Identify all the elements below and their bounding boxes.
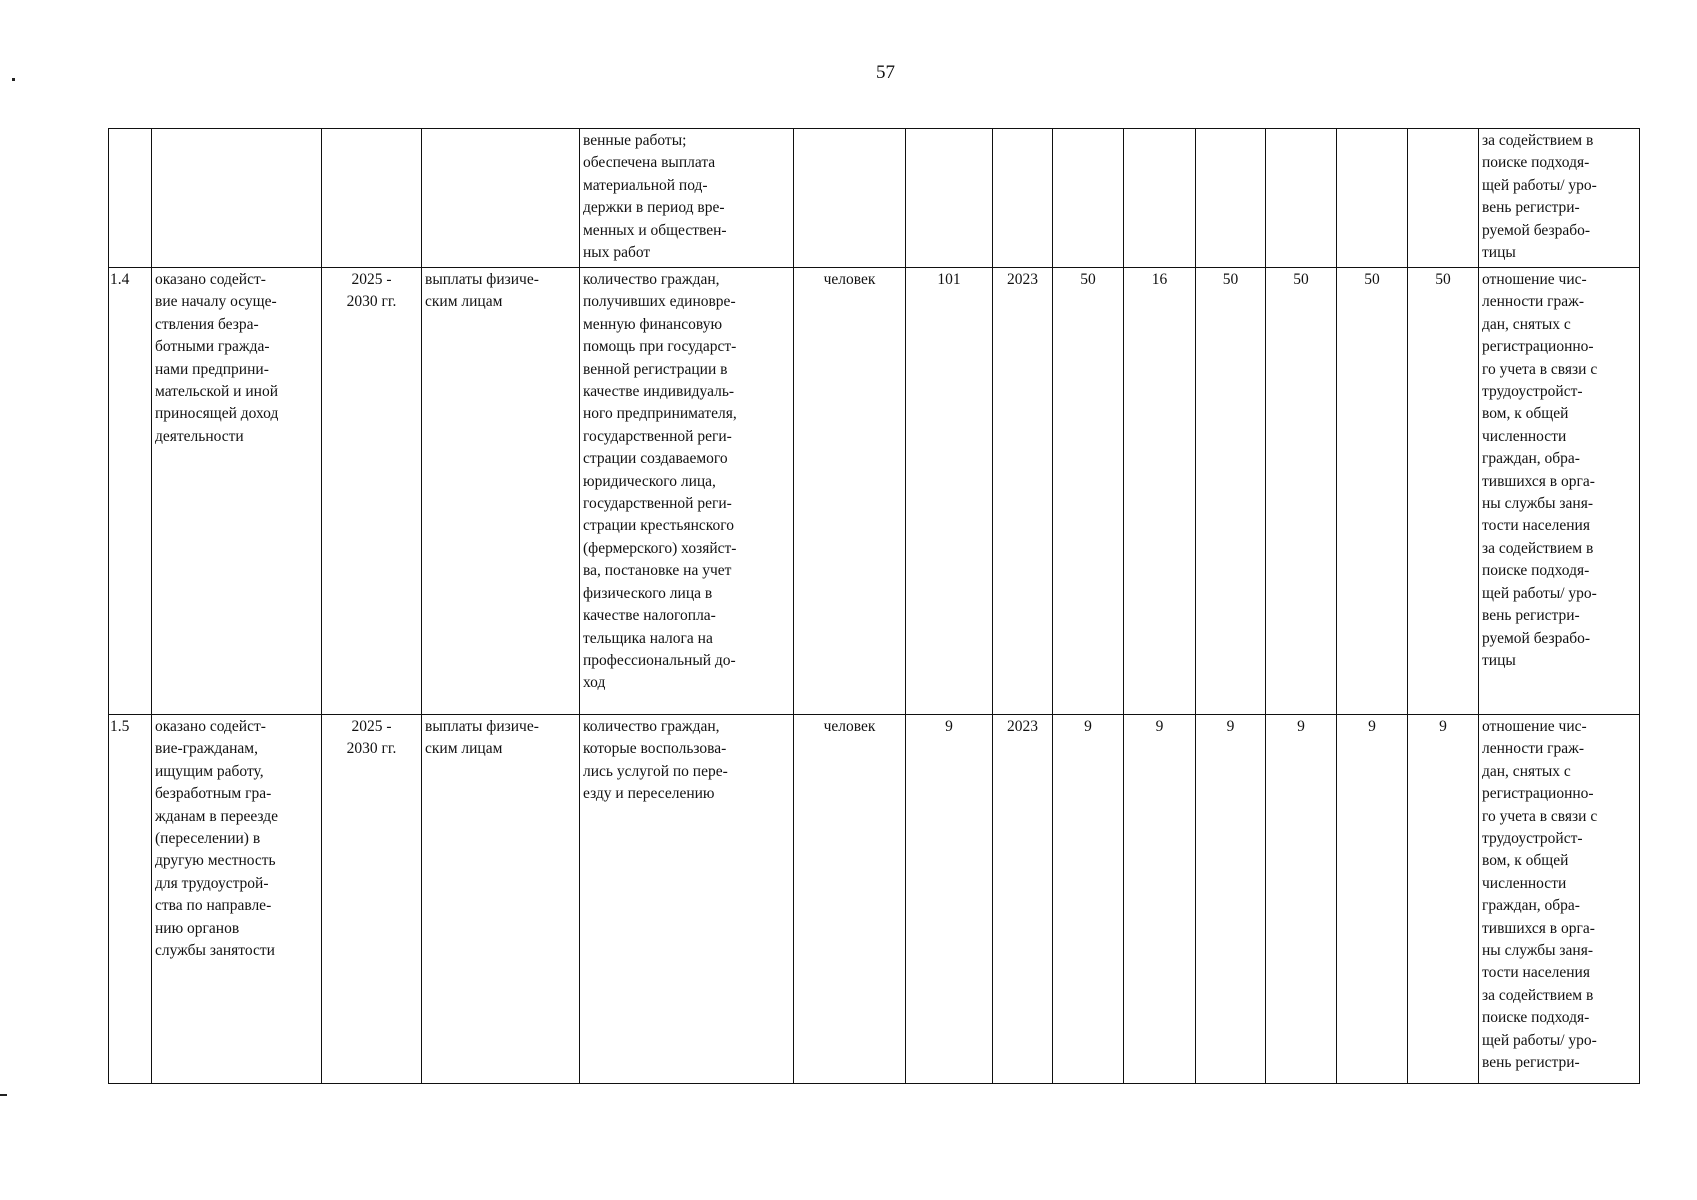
year-2030-cell — [1408, 129, 1479, 268]
year-2027-cell — [1196, 129, 1266, 268]
relation-cell: отношение чис- ленности граж- дан, снятых с регистрационно- го учета в связи с трудоустройст- вом, к общей численности граждан, обра- тившихся в орга- ны службы заня- тости населения за содействием в поиске подходя- щей работы/ уро- вень регистри- руемой безрабо- тицы — [1479, 268, 1640, 715]
period-cell: 2025 - 2030 гг. — [322, 268, 422, 715]
period-cell — [322, 129, 422, 268]
unit-cell: человек — [794, 715, 906, 1084]
year-2029-cell: 9 — [1337, 715, 1408, 1084]
year-2030-cell: 9 — [1408, 715, 1479, 1084]
base-value-cell: 101 — [906, 268, 993, 715]
year-2026-cell: 16 — [1124, 268, 1196, 715]
year-2026-cell — [1124, 129, 1196, 268]
funding-cell: выплаты физиче- ским лицам — [422, 715, 580, 1084]
event-cell — [152, 129, 322, 268]
funding-cell: выплаты физиче- ским лицам — [422, 268, 580, 715]
year-2027-cell: 9 — [1196, 715, 1266, 1084]
base-year-cell — [993, 129, 1053, 268]
indicator-cell: венные работы; обеспечена выплата материальной под- держки в период вре- менных и обществен- ных работ — [580, 129, 794, 268]
page-number: 57 — [876, 62, 895, 83]
scan-mark-top — [12, 78, 15, 81]
funding-cell — [422, 129, 580, 268]
base-year-cell: 2023 — [993, 715, 1053, 1084]
table-row — [109, 268, 1640, 715]
base-value-cell — [906, 129, 993, 268]
row-number-cell — [109, 129, 152, 268]
table-row — [109, 129, 1640, 268]
base-value-cell: 9 — [906, 715, 993, 1084]
year-2028-cell — [1266, 129, 1337, 268]
year-2028-cell: 9 — [1266, 715, 1337, 1084]
event-cell: оказано содейст- вие-гражданам, ищущим работу, безработным гра- жданам в переезде (переселении) в другую местность для трудоустрой- ства по направле- нию органов службы занятости — [152, 715, 322, 1084]
year-2028-cell: 50 — [1266, 268, 1337, 715]
year-2025-cell: 9 — [1053, 715, 1124, 1084]
base-year-cell: 2023 — [993, 268, 1053, 715]
table-row — [109, 715, 1640, 1084]
indicator-cell: количество граждан, получивших единовре- менную финансовую помощь при государст- венной регистрации в качестве индивидуаль- ного предпринимателя, государственной реги- страции создаваемого юридического лица, государственной реги- страции крестьянского (фермерского) хозяйст- ва, постановке на учет физического лица в качестве налогопла- тельщика налога на профессиональный до- ход — [580, 268, 794, 715]
year-2029-cell: 50 — [1337, 268, 1408, 715]
year-2030-cell: 50 — [1408, 268, 1479, 715]
year-2026-cell: 9 — [1124, 715, 1196, 1084]
event-cell: оказано содейст- вие началу осуще- ствления безра- ботными гражда- нами предприни- мательской и иной приносящей доход деятельности — [152, 268, 322, 715]
year-2025-cell — [1053, 129, 1124, 268]
row-number-cell: 1.4 — [109, 268, 152, 715]
year-2029-cell — [1337, 129, 1408, 268]
year-2027-cell: 50 — [1196, 268, 1266, 715]
relation-cell: за содействием в поиске подходя- щей работы/ уро- вень регистри- руемой безрабо- тицы — [1479, 129, 1640, 268]
scan-mark-left — [0, 1094, 7, 1096]
year-2025-cell: 50 — [1053, 268, 1124, 715]
unit-cell: человек — [794, 268, 906, 715]
relation-cell: отношение чис- ленности граж- дан, снятых с регистрационно- го учета в связи с трудоустройст- вом, к общей численности граждан, обра- тившихся в орга- ны службы заня- тости населения за содействием в поиске подходя- щей работы/ уро- вень регистри- — [1479, 715, 1640, 1084]
program-events-table — [108, 128, 1640, 1084]
row-number-cell: 1.5 — [109, 715, 152, 1084]
indicator-cell: количество граждан, которые воспользова- лись услугой по пере- езду и переселению — [580, 715, 794, 1084]
period-cell: 2025 - 2030 гг. — [322, 715, 422, 1084]
unit-cell — [794, 129, 906, 268]
